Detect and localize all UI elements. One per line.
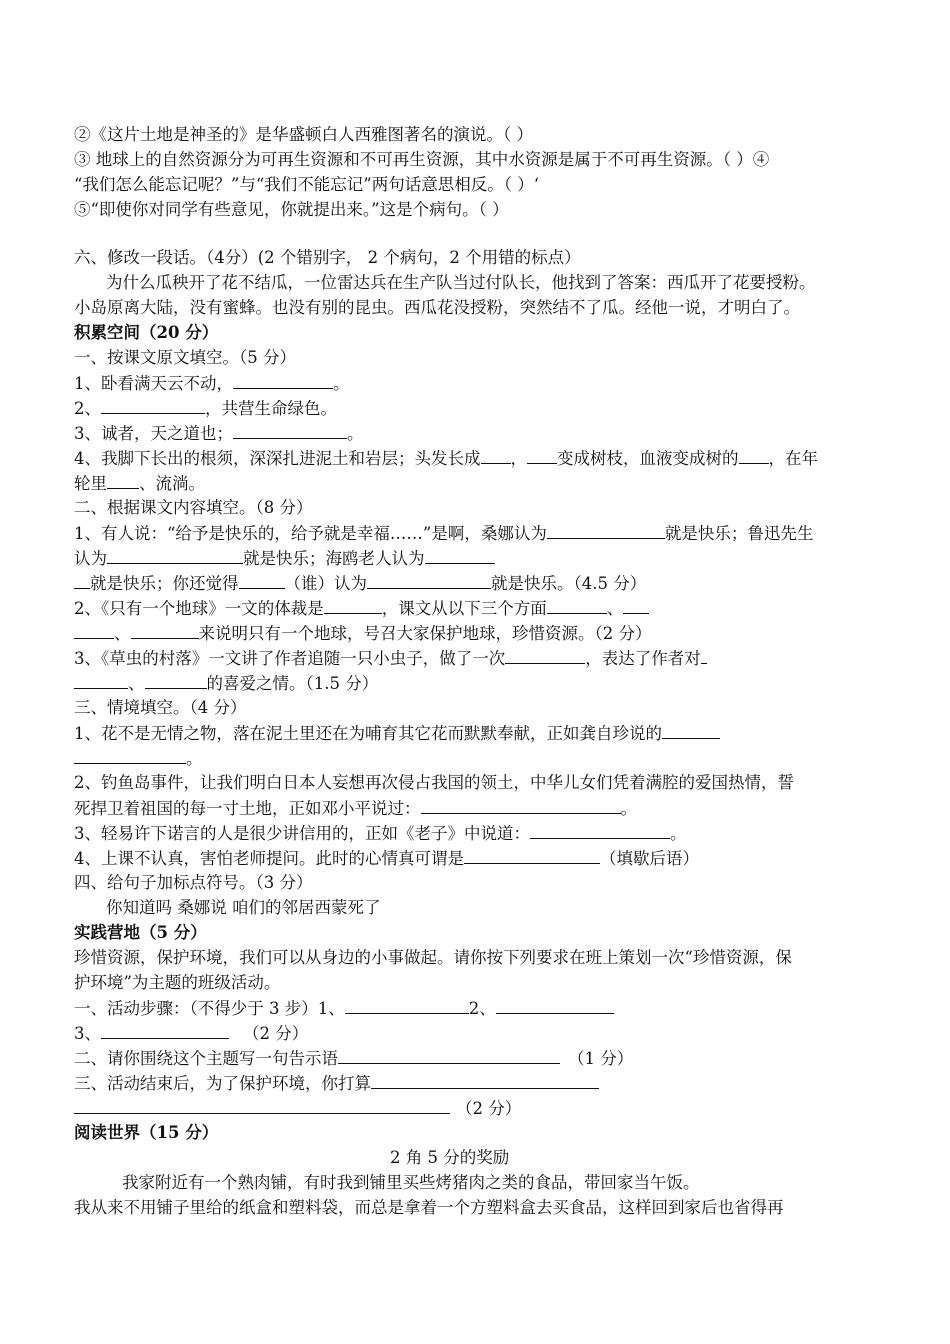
- yuedu-p1: 我家附近有一个熟肉铺，有时我到铺里买些烤猪肉之类的食品，带回家当午饭。: [122, 1173, 700, 1192]
- section6-para1: 为什么瓜秧开了花不结瓜，一位雷达兵在生产队当过付队长，他找到了答案：西瓜开了花要授粉。: [106, 273, 816, 292]
- jilei-s2-q3-cont: [74, 670, 904, 695]
- question-text: 就是快乐；鲁迅先生: [664, 524, 814, 543]
- shijian-q3-cont: [74, 1095, 904, 1120]
- jilei-s2-q2-cont: [74, 620, 904, 645]
- question-text: 。: [347, 424, 364, 443]
- question-text: 的喜爱之情。（1.5 分）: [206, 674, 379, 693]
- question-text: 1、有人说：“给予是快乐的，给予就是幸福……”是啊，桑娜认为: [74, 524, 547, 543]
- answer-blank[interactable]: [101, 395, 205, 414]
- judge-q3: ③ 地球上的自然资源分为可再生资源和不可再生资源，其中水资源是属于不可再生资源。（ ）④: [74, 150, 770, 169]
- answer-blank[interactable]: [425, 545, 495, 564]
- jilei-s1-q1: [74, 370, 904, 395]
- answer-blank[interactable]: [101, 1020, 229, 1039]
- answer-blank[interactable]: [371, 1070, 599, 1089]
- yuedu-title: 2 角 5 分的奖励: [390, 1148, 510, 1167]
- question-text: （填歇后语）: [600, 849, 699, 868]
- answer-blank[interactable]: [145, 670, 207, 689]
- answer-blank[interactable]: [233, 370, 333, 389]
- jilei-s2-q1: [74, 520, 904, 545]
- answer-blank[interactable]: [547, 595, 607, 614]
- answer-blank[interactable]: [131, 620, 199, 639]
- judge-q4: “我们怎么能忘记呢？”与“我们不能忘记”两句话意思相反。（ ）‘: [74, 175, 539, 194]
- question-text: 。: [670, 824, 687, 843]
- question-text: ，: [510, 449, 527, 468]
- shijian-intro1: 珍惜资源，保护环境，我们可以从身边的小事做起。请你按下列要求在班上策划一次“珍惜资源，保: [74, 948, 792, 967]
- jilei-s1-q2: [74, 395, 904, 420]
- answer-blank[interactable]: [496, 995, 614, 1014]
- jilei-s3-q4: [74, 845, 904, 870]
- question-text: 、流淌。: [139, 474, 205, 493]
- question-text: 变成树枝，血液变成树的: [557, 449, 739, 468]
- question-text: 死捍卫着祖国的每一寸土地，正如邓小平说过：: [74, 799, 421, 818]
- question-text: ，课文从以下三个方面: [381, 599, 547, 618]
- question-text: 4、上课不认真，害怕老师提问。此时的心情真可谓是: [74, 849, 464, 868]
- answer-blank[interactable]: [338, 1045, 560, 1064]
- question-text: 4、我脚下长出的根须，深深扎进泥土和岩层；头发长成: [74, 449, 481, 468]
- question-text: ，表达了作者对: [585, 649, 701, 668]
- question-text: 一、活动步骤：（不得少于 3 步）1、: [74, 999, 345, 1018]
- yuedu-p2: 我从来不用铺子里给的纸盒和塑料袋，而总是拿着一个方塑料盒去买食品，这样回到家后也省得再: [74, 1198, 784, 1217]
- question-text: 。: [333, 374, 350, 393]
- question-text: 认为: [74, 549, 107, 568]
- answer-blank[interactable]: [324, 595, 382, 614]
- answer-blank[interactable]: [239, 570, 285, 589]
- question-text: 。: [620, 799, 637, 818]
- jilei-s3-q2-cont: [74, 795, 904, 820]
- jilei-s2-q1-cont: [74, 545, 904, 570]
- question-text: （2 分）: [456, 1099, 522, 1118]
- yuedu-heading: 阅读世界（15 分）: [74, 1123, 219, 1142]
- jilei-s3-title: 三、情境填空。（4 分）: [74, 698, 247, 717]
- jilei-s1-q3: [74, 420, 904, 445]
- answer-blank[interactable]: [530, 820, 670, 839]
- question-text: 3、: [74, 1024, 101, 1043]
- judge-q5: ⑤“即使你对同学有些意见，你就提出来。”这是个病句。（ ）: [74, 200, 509, 219]
- answer-blank[interactable]: [345, 995, 469, 1014]
- question-text: 3、轻易许下诺言的人是很少讲信用的，正如《老子》中说道：: [74, 824, 530, 843]
- jilei-s2-q2: [74, 595, 904, 620]
- shijian-q2: [74, 1045, 904, 1070]
- question-text: 来说明只有一个地球，号召大家保护地球，珍惜资源。（2 分）: [198, 624, 652, 643]
- shijian-q3: [74, 1070, 904, 1095]
- jilei-s4-sentence: 你知道吗 桑娜说 咱们的邻居西蒙死了: [106, 898, 381, 917]
- answer-blank[interactable]: [233, 420, 347, 439]
- document-page: [74, 122, 904, 1220]
- jilei-s3-q1: [74, 720, 904, 745]
- question-text: ，共营生命绿色。: [205, 399, 337, 418]
- shijian-intro2: 护环境”为主题的班级活动。: [74, 973, 281, 992]
- answer-blank[interactable]: [74, 1095, 450, 1114]
- question-text: 就是快乐；海鸥老人认为: [243, 549, 425, 568]
- question-text: 、: [114, 624, 131, 643]
- question-text: 三、活动结束后，为了保护环境，你打算: [74, 1074, 371, 1093]
- question-text: ，在年: [768, 449, 818, 468]
- answer-blank[interactable]: [74, 670, 128, 689]
- jilei-s3-q2: 2、钓鱼岛事件，让我们明白日本人妄想再次侵占我国的领土，中华儿女们凭着满腔的爱国热情，誓: [74, 773, 794, 792]
- question-text: 就是快乐。（4.5 分）: [491, 574, 647, 593]
- question-text: （谁）认为: [284, 574, 367, 593]
- jilei-s4-title: 四、给句子加标点符号。（3 分）: [74, 873, 313, 892]
- jilei-s3-q1-cont: [74, 745, 904, 770]
- question-text: 1、花不是无情之物，落在泥土里还在为哺育其它花而默默奉献，正如龚自珍说的: [74, 724, 662, 743]
- shijian-q1-cont: [74, 1020, 904, 1045]
- shijian-heading: 实践营地（5 分）: [74, 923, 207, 942]
- answer-blank[interactable]: [464, 845, 600, 864]
- judge-q2: ②《这片土地是神圣的》是华盛顿白人西雅图著名的演说。（ ）: [74, 125, 533, 144]
- question-text: 、: [606, 599, 624, 618]
- question-text: 3、《草虫的村落》一文讲了作者追随一只小虫子，做了一次: [74, 649, 506, 668]
- answer-blank[interactable]: [739, 445, 769, 464]
- jilei-heading: 积累空间（20 分）: [74, 323, 219, 342]
- jilei-s1-q4: [74, 445, 904, 470]
- question-text: 轮里: [74, 474, 107, 493]
- answer-blank[interactable]: [421, 795, 621, 814]
- jilei-s2-title: 二、根据课文内容填空。（8 分）: [74, 498, 313, 517]
- answer-blank[interactable]: [527, 445, 557, 464]
- answer-blank[interactable]: [505, 645, 585, 664]
- answer-blank[interactable]: [547, 520, 665, 539]
- section6-title: 六、修改一段话。（4分）(2 个错别字， 2 个病句，2 个用错的标点）: [74, 248, 581, 267]
- question-text: 二、请你围绕这个主题写一句告示语: [74, 1049, 338, 1068]
- question-text: 1、卧看满天云不动，: [74, 374, 233, 393]
- answer-blank[interactable]: [367, 570, 491, 589]
- shijian-q1: [74, 995, 904, 1020]
- question-text: 就是快乐；你还觉得: [90, 574, 239, 593]
- jilei-s2-q3: [74, 645, 904, 670]
- jilei-s1-q4-cont: [74, 470, 904, 495]
- answer-blank[interactable]: [623, 595, 649, 614]
- question-text: （2 分）: [243, 1024, 309, 1043]
- answer-blank[interactable]: [701, 645, 707, 664]
- jilei-s1-title: 一、按课文原文填空。（5 分）: [74, 348, 296, 367]
- answer-blank[interactable]: [107, 470, 139, 489]
- answer-blank[interactable]: [107, 545, 243, 564]
- jilei-s2-q1-cont2: [74, 570, 904, 595]
- section6-para2: 小岛原离大陆，没有蜜蜂。也没有别的昆虫。西瓜花没授粉，突然结不了瓜。经他一说，才明白了。: [74, 298, 800, 317]
- question-text: （1 分）: [568, 1049, 634, 1068]
- answer-blank[interactable]: [74, 570, 90, 589]
- question-text: 2、: [74, 399, 101, 418]
- question-text: 2、: [468, 999, 496, 1018]
- question-text: 。: [186, 749, 203, 768]
- jilei-s3-q3: [74, 820, 904, 845]
- question-text: 2、《只有一个地球》一文的体裁是: [74, 599, 324, 618]
- answer-blank[interactable]: [74, 620, 114, 639]
- answer-blank[interactable]: [74, 745, 186, 764]
- question-text: 、: [128, 674, 145, 693]
- spacer: [74, 222, 904, 245]
- answer-blank[interactable]: [662, 720, 720, 739]
- answer-blank[interactable]: [481, 445, 511, 464]
- question-text: 3、诚者，天之道也；: [74, 424, 233, 443]
